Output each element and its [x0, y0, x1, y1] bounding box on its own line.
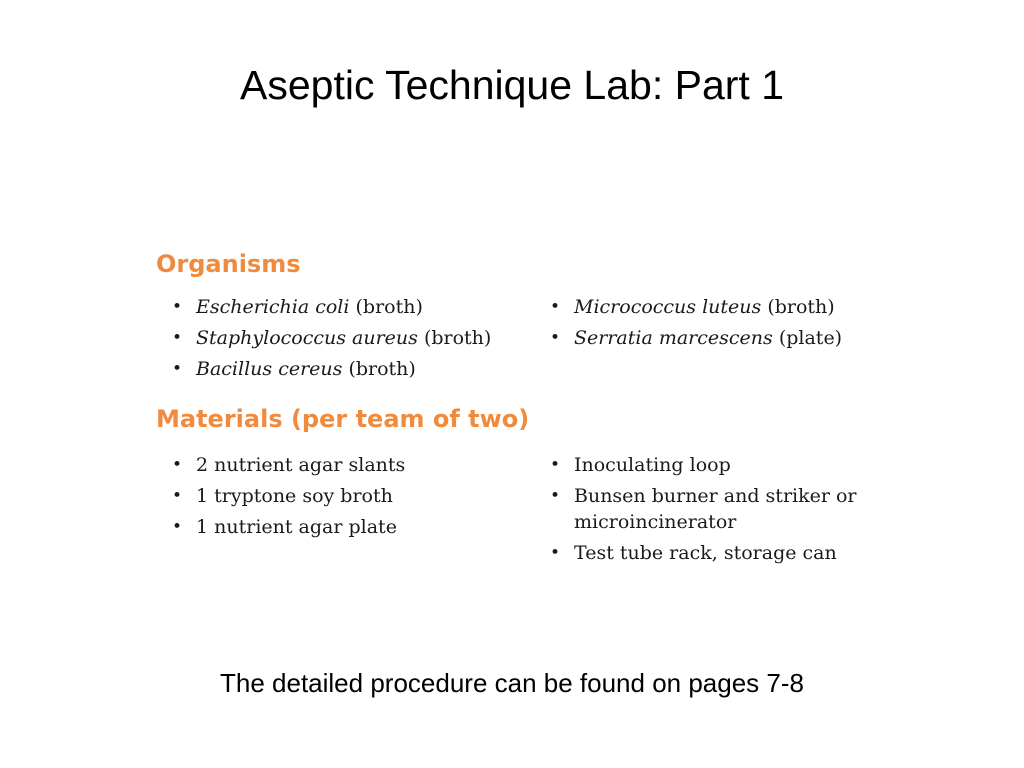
organisms-list-right [548, 294, 878, 356]
material-label: 1 nutrient agar plate [196, 516, 397, 538]
material-item [548, 540, 878, 566]
bullet-icon: • [172, 359, 183, 379]
organism-medium: (plate) [778, 327, 843, 349]
material-label: Inoculating loop [574, 454, 731, 476]
bullet-icon: • [550, 297, 561, 317]
material-item [170, 452, 540, 478]
lab-materials-panel [150, 246, 880, 576]
organism-item [170, 325, 540, 351]
bullet-icon: • [172, 328, 183, 348]
organism-species: Serratia marcescens [574, 327, 773, 349]
material-label: Test tube rack, storage can [574, 542, 837, 564]
materials-heading: Materials (per team of two) [156, 405, 530, 433]
bullet-icon: • [172, 455, 183, 475]
organisms-list-left [170, 294, 540, 387]
materials-list-left [170, 452, 540, 545]
bullet-icon: • [172, 486, 183, 506]
bullet-icon: • [550, 486, 561, 506]
organism-medium: (broth) [423, 327, 492, 349]
materials-list-right [548, 452, 878, 571]
organisms-heading: Organisms [156, 250, 301, 278]
organism-species: Bacillus cereus [196, 358, 343, 380]
material-label: Bunsen burner and striker or microincinerator [574, 485, 857, 533]
organism-medium: (broth) [348, 358, 416, 380]
organism-medium: (broth) [767, 296, 835, 318]
organism-species: Micrococcus luteus [574, 296, 762, 318]
organism-medium: (broth) [355, 296, 423, 318]
organism-item [548, 294, 878, 320]
material-item [548, 452, 878, 478]
material-label: 2 nutrient agar slants [196, 454, 406, 476]
material-item [170, 514, 540, 540]
organism-species: Escherichia coli [196, 296, 350, 318]
bullet-icon: • [550, 328, 561, 348]
bullet-icon: • [172, 517, 183, 537]
bullet-icon: • [550, 455, 561, 475]
material-label: 1 tryptone soy broth [196, 485, 393, 507]
organism-item [170, 294, 540, 320]
bullet-icon: • [172, 297, 183, 317]
organism-item [548, 325, 878, 351]
material-item [548, 483, 878, 535]
bullet-icon: • [550, 543, 561, 563]
organism-species: Staphylococcus aureus [196, 327, 418, 349]
slide-title: Aseptic Technique Lab: Part 1 [240, 62, 784, 108]
material-item [170, 483, 540, 509]
organism-item [170, 356, 540, 382]
procedure-note: The detailed procedure can be found on pages 7-8 [220, 668, 804, 698]
